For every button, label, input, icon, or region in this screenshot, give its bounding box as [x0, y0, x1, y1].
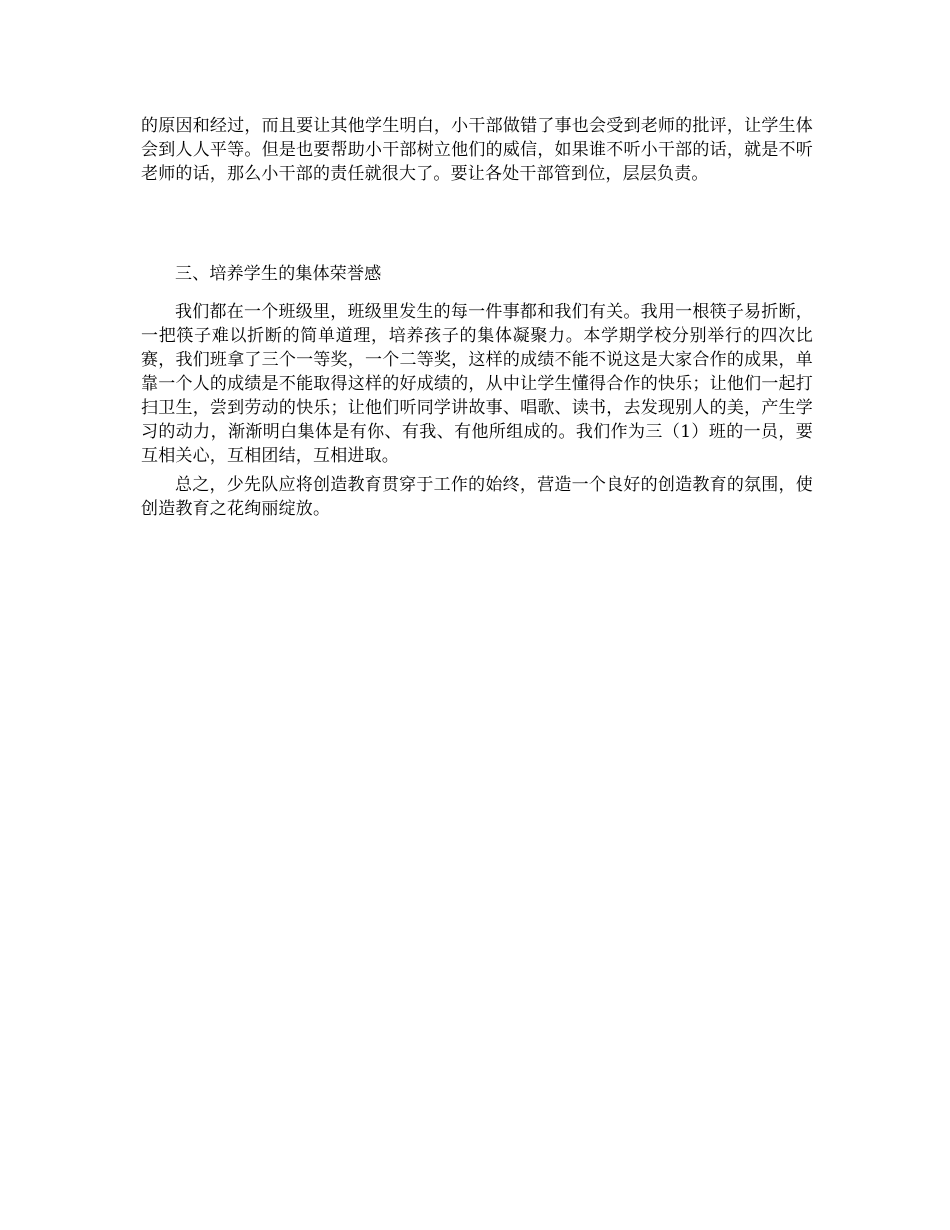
body-paragraph-continuation: 的原因和经过，而且要让其他学生明白，小干部做错了事也会受到老师的批评，让学生体会到人人平等。但是也要帮助小干部树立他们的威信，如果谁不听小干部的话，就是不听老师的话，那么小干部的责任就很大了。要让各处干部管到位，层层负责。	[141, 116, 813, 184]
body-paragraph-collective-honor: 我们都在一个班级里，班级里发生的每一件事都和我们有关。我用一根筷子易折断，一把筷子难以折断的简单道理，培养孩子的集体凝聚力。本学期学校分别举行的四次比赛，我们班拿了三个一等奖，一个二等奖，这样的成绩不能不说这是大家合作的成果，单靠一个人的成绩是不能取得这样的好成绩的，从中让学生懂得合作的快乐；让他们一起打扫卫生，尝到劳动的快乐；让他们听同学讲故事、唱歌、读书，去发现别人的美，产生学习的动力，渐渐明白集体是有你、有我、有他所组成的。我们作为三（1）班的一员，要互相关心，互相团结，互相进取。	[141, 302, 813, 466]
section-heading: 三、培养学生的集体荣誉感	[175, 264, 382, 284]
body-paragraph-conclusion: 总之，少先队应将创造教育贯穿于工作的始终，营造一个良好的创造教育的氛围，使创造教育之花绚丽绽放。	[141, 475, 813, 519]
